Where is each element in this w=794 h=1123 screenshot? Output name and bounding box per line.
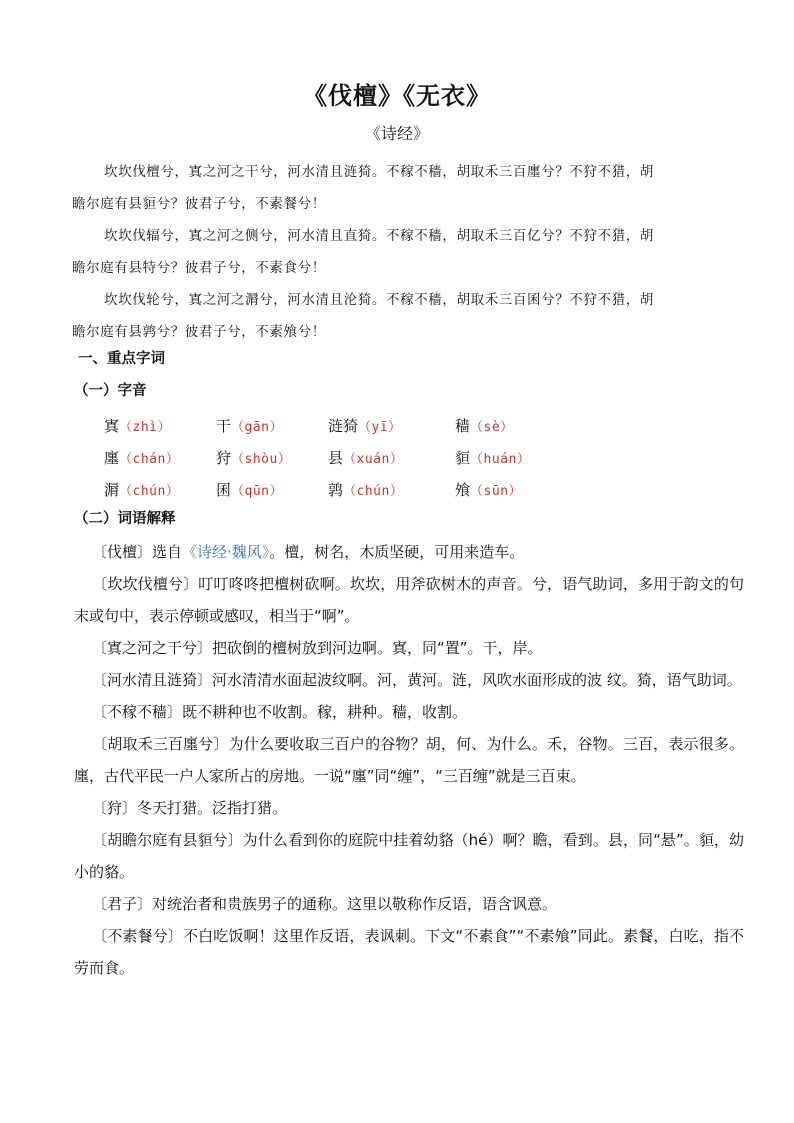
definition-text: 〔胡瞻尔庭有县貆兮〕为什么看到你的庭院中挂着幼貉（hé）啊？瞻，看到。县，同“悬”。貆，幼小的貉。 <box>74 831 744 881</box>
pronunciation-item <box>328 479 455 500</box>
character: 涟猗 <box>328 416 359 435</box>
pinyin: （shòu） <box>231 451 292 467</box>
pinyin: （qūn） <box>231 483 283 499</box>
pinyin: （xuán） <box>343 451 404 467</box>
character: 飧 <box>455 480 471 499</box>
definition-item <box>74 664 744 696</box>
pinyin: （chún） <box>119 483 180 499</box>
subheading-pronunciation: （一）字音 <box>74 383 147 399</box>
poem-stanza-2-line-2: 瞻尔庭有县特兮？彼君子兮，不素食兮！ <box>72 260 326 276</box>
pinyin: （zhì） <box>119 419 171 435</box>
definition-text: 〔寘之河之干兮〕把砍倒的檀树放到河边啊。寘，同“置”。干，岸。 <box>92 639 543 657</box>
definition-text: 〔伐檀〕选自 <box>92 543 183 561</box>
pronunciation-item <box>104 415 216 436</box>
character: 干 <box>216 416 232 435</box>
definition-item <box>74 792 744 824</box>
source-label: 《诗经》 <box>364 124 429 143</box>
character: 县 <box>328 448 344 467</box>
pinyin: （sè） <box>470 419 514 435</box>
definition-text: 〔君子〕对统治者和贵族男子的通称。这里以敬称作反语，语含讽意。 <box>92 895 558 913</box>
pronunciation-row <box>104 473 704 505</box>
definition-item <box>74 536 744 568</box>
definition-text: 。檀，树名，木质坚硬，可用来造车。 <box>269 543 525 561</box>
poem-stanza-3-line-2: 瞻尔庭有县鹑兮？彼君子兮，不素飧兮！ <box>72 324 326 340</box>
definition-text: 〔不素餐兮〕不白吃饭啊！这里作反语，表讽刺。下文“不素食”“不素飧”同此。素餐，白吃，指不劳而食。 <box>74 927 744 977</box>
definition-item <box>74 824 744 888</box>
pinyin: （gān） <box>231 419 283 435</box>
character: 廛 <box>104 448 120 467</box>
pronunciation-item <box>104 447 216 468</box>
pronunciation-item <box>455 479 575 500</box>
poem-stanza-2-line-1: 坎坎伐辐兮，寘之河之侧兮，河水清且直猗。不稼不穑，胡取禾三百亿兮？不狩不猎，胡 <box>104 228 654 244</box>
character: 漘 <box>104 480 120 499</box>
definition-item <box>74 888 744 920</box>
pinyin: （sūn） <box>470 483 522 499</box>
character: 囷 <box>216 480 232 499</box>
pronunciation-item <box>216 415 328 436</box>
definition-item <box>74 728 744 792</box>
subheading-word-explanations: （二）词语解释 <box>74 511 176 527</box>
pinyin: （chán） <box>119 451 180 467</box>
definition-text: 〔胡取禾三百廛兮〕为什么要收取三百户的谷物？胡，何、为什么。禾，谷物。三百，表示很多。廛，古代平民一户人家所占的房地。一说“廛”同“缠”，“三百缠”就是三百束。 <box>74 735 744 785</box>
poem-stanza-1-line-2: 瞻尔庭有县貆兮？彼君子兮，不素餐兮！ <box>72 196 326 212</box>
poem-text <box>72 156 732 348</box>
definition-item <box>74 696 744 728</box>
definition-item <box>74 920 744 984</box>
pronunciation-item <box>328 447 455 468</box>
word-explanations <box>74 536 744 984</box>
pinyin: （yī） <box>358 419 402 435</box>
character: 穑 <box>455 416 471 435</box>
pronunciation-item <box>216 447 328 468</box>
pinyin: （huán） <box>470 451 531 467</box>
source-link[interactable]: 《诗经·魏风》 <box>182 543 270 561</box>
character: 寘 <box>104 416 120 435</box>
pronunciation-item <box>104 479 216 500</box>
section-heading-key-words: 一、重点字词 <box>78 351 165 367</box>
definition-item <box>74 632 744 664</box>
pronunciation-row <box>104 441 704 473</box>
character: 貆 <box>455 448 471 467</box>
definition-text: 〔坎坎伐檀兮〕叮叮咚咚把檀树砍啊。坎坎，用斧砍树木的声音。兮，语气助词，多用于韵文的句末或句中，表示停顿或感叹，相当于“啊”。 <box>74 575 744 625</box>
definition-text: 〔狩〕冬天打猎。泛指打猎。 <box>92 799 288 817</box>
poem-stanza-1-line-1: 坎坎伐檀兮，寘之河之干兮，河水清且涟猗。不稼不穑，胡取禾三百廛兮？不狩不猎，胡 <box>104 164 654 180</box>
character: 鹑 <box>328 480 344 499</box>
poem-stanza-3-line-1: 坎坎伐轮兮，寘之河之漘兮，河水清且沦猗。不稼不穑，胡取禾三百囷兮？不狩不猎，胡 <box>104 292 654 308</box>
definition-text: 〔河水清且涟猗〕河水清清水面起波纹啊。河，黄河。涟，风吹水面形成的波 纹。猗，语气助词。 <box>92 671 742 689</box>
pronunciation-item <box>328 415 455 436</box>
definition-text: 〔不稼不穑〕既不耕种也不收割。稼，耕种。穑，收割。 <box>92 703 468 721</box>
pronunciation-item <box>216 479 328 500</box>
pronunciation-item <box>455 415 575 436</box>
pronunciation-table <box>104 409 704 505</box>
pronunciation-item <box>455 447 575 468</box>
pinyin: （chún） <box>343 483 404 499</box>
character: 狩 <box>216 448 232 467</box>
definition-item <box>74 568 744 632</box>
pronunciation-row <box>104 409 704 441</box>
document-title: 《伐檀》《无衣》 <box>303 81 491 110</box>
